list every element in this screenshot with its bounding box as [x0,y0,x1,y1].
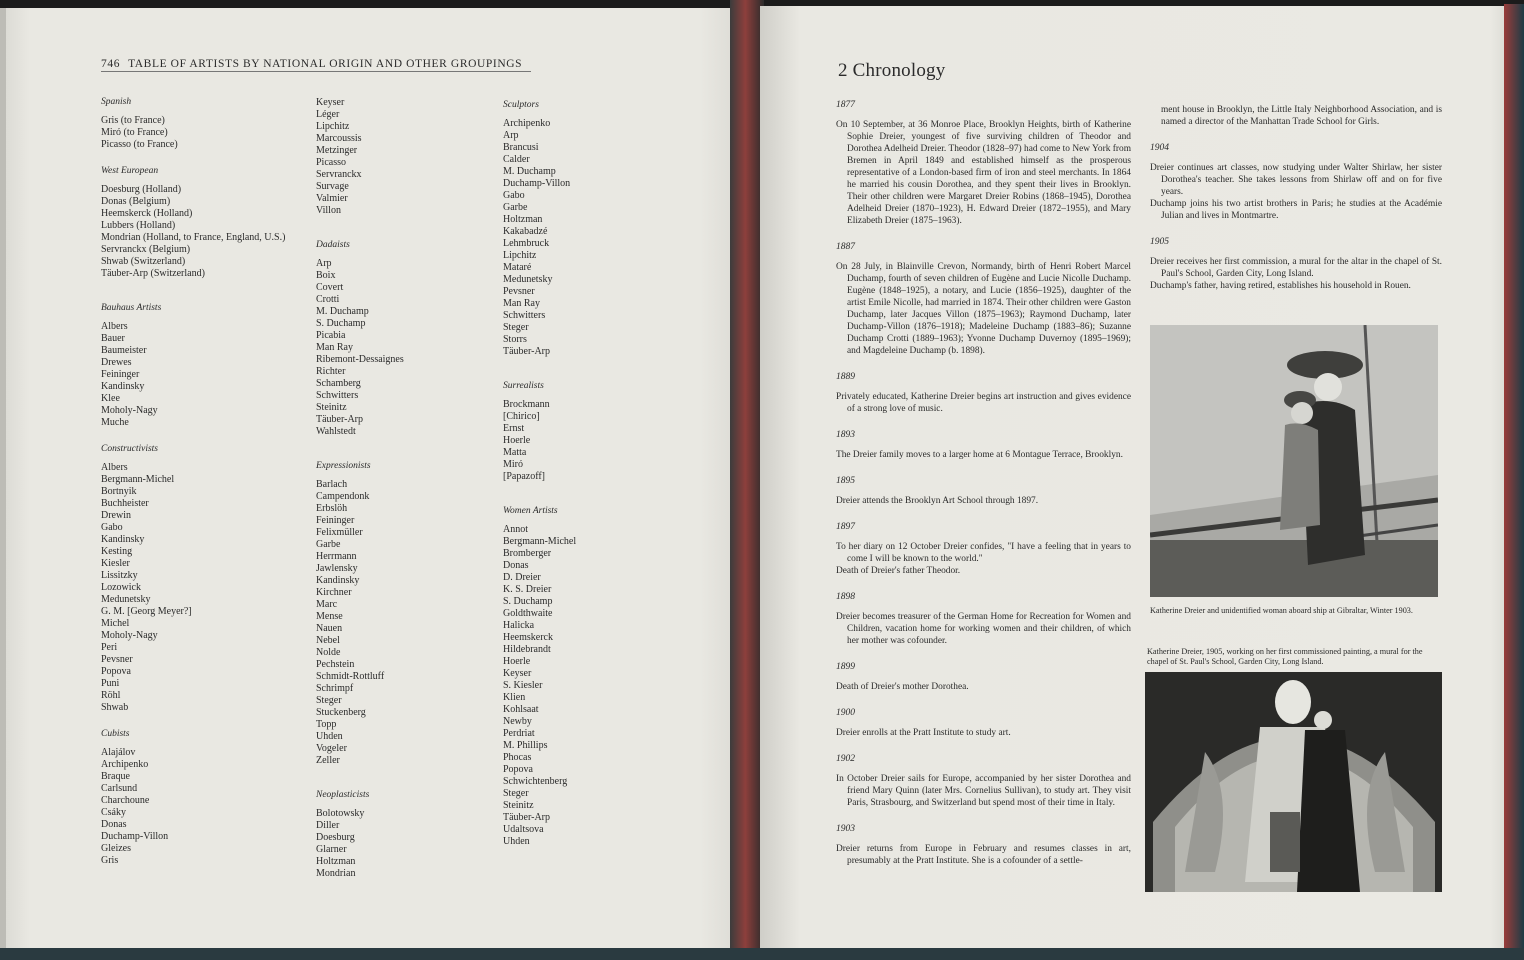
artist-name: Schwichtenberg [503,776,568,787]
artist-name: Schmidt-Rottluff [316,671,385,682]
artist-name: Albers [101,321,128,332]
year-heading: 1889 [836,372,855,382]
artist-name: Man Ray [316,342,353,353]
artist-name: Herrmann [316,551,357,562]
photo-mural-painting-image [1145,672,1442,892]
artist-name: Carlsund [101,783,138,794]
artist-name: Heemskerck [503,632,553,643]
artist-name: Zeller [316,755,340,766]
artist-name: Erbslöh [316,503,348,514]
artist-name: Uhden [316,731,343,742]
artist-name: Steinitz [316,402,347,413]
artist-name: Mondrian (Holland, to France, England, U.S.) [101,232,286,243]
artist-name: Popova [503,764,533,775]
chronology-column-1 [836,99,1131,867]
year-heading: 1903 [836,824,855,834]
artist-name: Kiesler [101,558,130,569]
artist-name: Survage [316,181,349,192]
group-heading: Cubists [101,729,130,739]
artist-name: Nebel [316,635,340,646]
artist-name: Lubbers (Holland) [101,220,176,231]
artist-name: Schrimpf [316,683,354,694]
artist-column-2 [316,97,496,880]
artist-name: G. M. [Georg Meyer?] [101,606,192,617]
book-gutter [730,0,764,960]
artist-name: Moholy-Nagy [101,405,158,416]
artist-name: Nauen [316,623,343,634]
year-heading: 1895 [836,476,855,486]
artist-name: Halicka [503,620,535,631]
artist-name: Peri [101,642,118,653]
artist-name: Steger [503,788,529,799]
chronology-entry: Duchamp's father, having retired, establishes his household in Rouen. [1150,281,1411,291]
year-heading: 1893 [836,430,855,440]
artist-name: Bolotowsky [316,808,365,819]
artist-name: Kakabadzé [503,226,548,237]
artist-name: Gris (to France) [101,115,165,126]
artist-name: Metzinger [316,145,358,156]
artist-name: Mense [316,611,343,622]
left-page-edge [0,8,6,950]
artist-name: Diller [316,820,340,831]
chronology-entry: Death of Dreier's mother Dorothea. [836,682,969,692]
artist-name: Calder [503,154,530,165]
group-heading: Dadaists [316,240,350,250]
artist-name: Doesburg (Holland) [101,184,182,195]
artist-name: Kirchner [316,587,352,598]
artist-name: Glarner [316,844,347,855]
artist-name: Schwitters [316,390,359,401]
group-heading: Bauhaus Artists [101,303,162,313]
artist-name: Udaltsova [503,824,544,835]
artist-name: Hildebrandt [503,644,551,655]
frame-bottom [0,948,1524,960]
artist-name: Garbe [503,202,528,213]
artist-name: Pevsner [503,286,535,297]
artist-name: Matta [503,447,527,458]
artist-name: Kandinsky [101,534,145,545]
artist-name: Lipchitz [503,250,537,261]
artist-name: Donas [503,560,529,571]
artist-name: Csáky [101,807,126,818]
group-heading: Neoplasticists [316,790,370,800]
artist-name: Picabia [316,330,346,341]
artist-name: Pechstein [316,659,355,670]
artist-name: Newby [503,716,532,727]
chronology-entry: Dreier becomes treasurer of the German Home for Recreation for Women and Children, vacation home for working women and their children, of which her mother was cofounder. [836,612,1131,646]
artist-name: Annot [503,524,528,535]
artist-name: Léger [316,109,340,120]
chapter-title: 2 Chronology [838,60,946,81]
artist-name: Drewin [101,510,131,521]
artist-name: Archipenko [503,118,551,129]
chronology-column-2 [1150,104,1442,292]
year-heading: 1877 [836,100,855,110]
artist-name: Campendonk [316,491,370,502]
year-heading: 1905 [1150,237,1169,247]
chronology-entry: Privately educated, Katherine Dreier begins art instruction and gives evidence of a strong love of music. [836,392,1131,414]
artist-name: Richter [316,366,346,377]
artist-name: Marc [316,599,338,610]
year-heading: 1898 [836,592,855,602]
artist-name: Mataré [503,262,532,273]
artist-name: Doesburg [316,832,355,843]
artist-name: Marcoussis [316,133,362,144]
artist-name: Puni [101,678,120,689]
artist-name: Lozowick [101,582,141,593]
artist-name: Lissitzky [101,570,138,581]
chronology-entry: The Dreier family moves to a larger home at 6 Montague Terrace, Brooklyn. [836,450,1123,460]
artist-name: Valmier [316,193,348,204]
artist-name: Steinitz [503,800,534,811]
artist-name: Picasso [316,157,346,168]
artist-name: Arp [316,258,332,269]
artist-name: Drewes [101,357,132,368]
artist-name: Bergmann-Michel [503,536,577,547]
artist-name: Pevsner [101,654,133,665]
artist-name: [Chirico] [503,411,540,422]
artist-name: Covert [316,282,344,293]
artist-name: Bortnyik [101,486,137,497]
artist-name: Alajálov [101,747,136,758]
artist-name: Man Ray [503,298,540,309]
artist-name: Uhden [503,836,530,847]
artist-name: Duchamp-Villon [503,178,571,189]
chronology-entry: To her diary on 12 October Dreier confides, "I have a feeling that in years to come I will be known to the world." [836,542,1131,564]
chronology-entry: Dreier receives her first commission, a mural for the altar in the chapel of St. Paul's School, Garden City, Long Island. [1150,257,1442,279]
artist-name: Goldthwaite [503,608,553,619]
artist-name: Charchoune [101,795,150,806]
artist-name: Perdriat [503,728,535,739]
photo-caption-1: Katherine Dreier and unidentified woman aboard ship at Gibraltar, Winter 1903. [1150,606,1413,615]
chronology-entry: Death of Dreier's father Theodor. [836,566,961,576]
photo-ship-gibraltar-image [1150,325,1438,597]
group-heading: Women Artists [503,506,558,516]
continued-paragraph: ment house in Brooklyn, the Little Italy Neighborhood Association, and is named a director of the Manhattan Trade School for Girls. [1161,105,1442,127]
artist-name: Gabo [503,190,525,201]
artist-name: Keyser [316,97,345,108]
artist-name: Ernst [503,423,525,434]
artist-name: Garbe [316,539,341,550]
artist-name: Täuber-Arp [503,812,550,823]
artist-name: K. S. Dreier [503,584,552,595]
artist-name: Brockmann [503,399,550,410]
artist-name: Nolde [316,647,341,658]
artist-name: Täuber-Arp [316,414,363,425]
artist-name: D. Dreier [503,572,541,583]
artist-name: Klee [101,393,120,404]
artist-name: Kandinsky [101,381,145,392]
artist-name: Bromberger [503,548,552,559]
artist-name: Bergmann-Michel [101,474,175,485]
running-head-title: TABLE OF ARTISTS BY NATIONAL ORIGIN AND OTHER GROUPINGS [128,58,523,70]
artist-name: Keyser [503,668,532,679]
photo-caption-2: Katherine Dreier, 1905, working on her first commissioned painting, a mural for the chapel of St. Paul's School, Garden City, Long Island. [1147,647,1423,666]
group-heading: Surrealists [503,381,544,391]
artist-name: Miró (to France) [101,127,168,138]
group-heading: Expressionists [316,461,371,471]
artist-name: Kandinsky [316,575,360,586]
chronology-entry: Dreier attends the Brooklyn Art School through 1897. [836,496,1039,506]
artist-name: Barlach [316,479,348,490]
chronology-column-2-sections [1150,142,1442,292]
artist-name: S. Duchamp [316,318,366,329]
artist-name: Albers [101,462,128,473]
right-page-edge [1504,4,1524,954]
artist-column-3 [503,99,683,848]
artist-name: Topp [316,719,337,730]
chronology-entry: Dreier continues art classes, now studying under Walter Shirlaw, her sister Dorothea's teacher. She takes lessons from Shirlaw off and on for five years. [1150,163,1442,197]
artist-name: M. Duchamp [503,166,556,177]
artist-name: Brancusi [503,142,539,153]
artist-name: Hoerle [503,656,531,667]
artist-column-1 [101,96,311,867]
artist-name: Servranckx [316,169,362,180]
artist-name: Michel [101,618,130,629]
artist-name: Holtzman [503,214,543,225]
artist-name: Röhl [101,690,121,701]
year-heading: 1900 [836,708,855,718]
artist-name: Moholy-Nagy [101,630,158,641]
year-heading: 1899 [836,662,855,672]
year-heading: 1904 [1150,143,1169,153]
chronology-entry: Dreier enrolls at the Pratt Institute to study art. [836,728,1011,738]
artist-name: Muche [101,417,129,428]
artist-name: M. Duchamp [316,306,369,317]
artist-name: Gleizes [101,843,131,854]
artist-name: Crotti [316,294,340,305]
artist-name: Vogeler [316,743,347,754]
artist-name: Shwab (Switzerland) [101,256,186,267]
artist-name: Kohlsaat [503,704,539,715]
artist-name: Kesting [101,546,133,557]
page-number: 746 [101,58,121,70]
artist-name: Gabo [101,522,123,533]
artist-name: Duchamp-Villon [101,831,169,842]
artist-name: Täuber-Arp [503,346,550,357]
artist-name: Klien [503,692,526,703]
artist-name: Storrs [503,334,527,345]
artist-name: Baumeister [101,345,147,356]
artist-name: Picasso (to France) [101,139,178,150]
artist-name: Felixmüller [316,527,363,538]
artist-name: Schamberg [316,378,361,389]
artist-name: Braque [101,771,130,782]
chronology-entry: On 10 September, at 36 Monroe Place, Brooklyn Heights, birth of Katherine Sophie Dreier, youngest of five surviving children of Theodor and Dorothea Adelheid Dreier. Theodor (1828–97) had come to New York from Bremen in April 1849 and established himself as the prosperous representative of a London-based firm of iron and steel merchants. In 1864 he married his cousin Dorothea, and they spent their lives in Brooklyn. Their other children were Margaret Dreier Robins (1868–1945), Dorothea Adelheid Dreier (1870–1923), H. Edward Dreier (1872–1955), and Mary Elizabeth Dreier (1875–1963). [836,120,1131,226]
artist-name: S. Duchamp [503,596,553,607]
artist-name: Miró [503,459,523,470]
artist-name: S. Kiesler [503,680,543,691]
artist-name: Steger [503,322,529,333]
artist-name: Servranckx (Belgium) [101,244,191,255]
artist-name: Gris [101,855,119,866]
photo-ship-gibraltar [1150,325,1438,597]
artist-name: Lehmbruck [503,238,550,249]
artist-name: Arp [503,130,519,141]
artist-name: Heemskerck (Holland) [101,208,193,219]
artist-name: Steger [316,695,342,706]
artist-name: Popova [101,666,131,677]
photo-mural-painting [1145,672,1442,892]
chronology-entry: In October Dreier sails for Europe, accompanied by her sister Dorothea and friend Mary Quinn (later Mrs. Cornelius Sullivan), to study art. They visit Paris, Strasbourg, and Switzerland but spend most of their time in Italy. [836,774,1131,808]
artist-name: [Papazoff] [503,471,546,482]
artist-name: Stuckenberg [316,707,366,718]
year-heading: 1887 [836,242,855,252]
artist-name: Boix [316,270,336,281]
artist-name: Mondrian [316,868,356,879]
chronology-entry: Duchamp joins his two artist brothers in Paris; he studies at the Académie Julian and lives in Montmartre. [1150,199,1442,221]
artist-name: Wahlstedt [316,426,356,437]
group-heading: Spanish [101,97,132,107]
artist-name: Donas (Belgium) [101,196,171,207]
artist-name: Shwab [101,702,129,713]
artist-name: Archipenko [101,759,149,770]
group-heading: West European [101,166,159,176]
artist-name: Lipchitz [316,121,350,132]
artist-name: Täuber-Arp (Switzerland) [101,268,205,279]
artist-name: Schwitters [503,310,546,321]
artist-name: Buchheister [101,498,149,509]
artist-name: Ribemont-Dessaignes [316,354,404,365]
artist-name: Medunetsky [503,274,553,285]
year-heading: 1902 [836,754,855,764]
artist-name: Villon [316,205,341,216]
artist-name: Donas [101,819,127,830]
artist-name: Medunetsky [101,594,151,605]
chronology-entry: Dreier returns from Europe in February and resumes classes in art, presumably at the Pratt Institute. She is a cofounder of a settle- [836,844,1131,866]
artist-name: M. Phillips [503,740,548,751]
artist-name: Jawlensky [316,563,358,574]
artist-name: Phocas [503,752,532,763]
chronology-entry: On 28 July, in Blainville Crevon, Normandy, birth of Henri Robert Marcel Duchamp, fourth of seven children of Eugène and Lucie Nicolle Duchamp. Eugène (1848–1925), a notary, and Lucie (1856–1925), daughter of the artist Emile Nicolle, had married in 1874. Their other children were Gaston Duchamp, later Jacques Villon (1875–1963); Raymond Duchamp, later Duchamp-Villon (1876–1918); Madeleine Duchamp (1883–86); Suzanne Duchamp Crotti (1889–1963); Yvonne Duchamp Duvernoy (1895–1969); and Magdeleine Duchamp (b. 1898). [836,262,1131,356]
artist-name: Bauer [101,333,125,344]
running-head [101,58,531,72]
artist-name: Feininger [101,369,140,380]
group-heading: Sculptors [503,100,539,110]
year-heading: 1897 [836,522,855,532]
artist-name: Feininger [316,515,355,526]
artist-name: Holtzman [316,856,356,867]
group-heading: Constructivists [101,444,159,454]
artist-name: Hoerle [503,435,531,446]
